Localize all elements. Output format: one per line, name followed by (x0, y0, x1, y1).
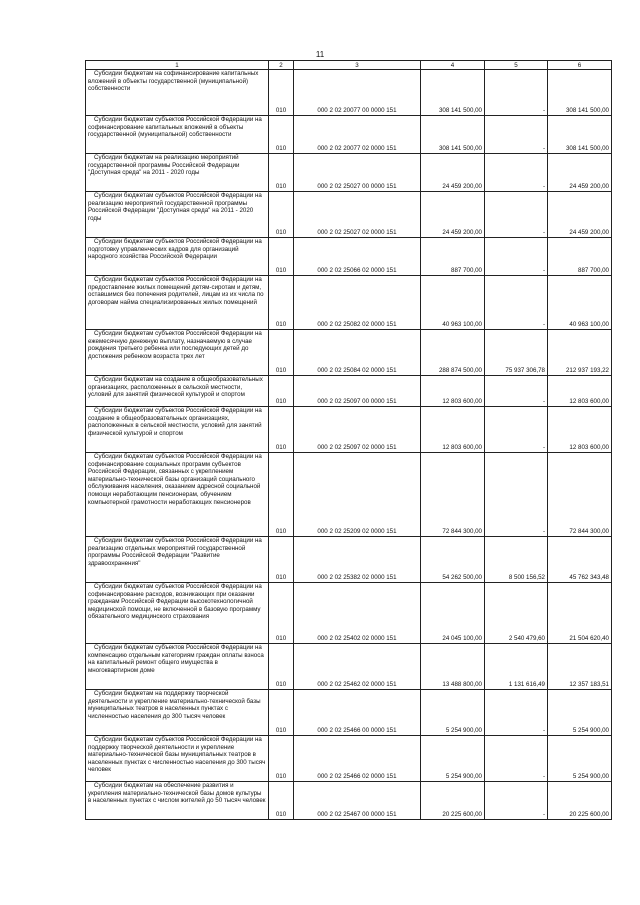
row-deviation-amount: - (485, 453, 548, 537)
table-row (86, 238, 612, 276)
row-deviation-amount: - (485, 376, 548, 407)
row-budget-classification-code: 000 2 02 25084 02 0000 151 (294, 330, 421, 376)
row-line-code: 010 (269, 154, 294, 192)
page-number: 11 (315, 50, 325, 59)
row-line-code: 010 (269, 690, 294, 736)
row-approved-amount: 24 459 200,00 (421, 192, 485, 238)
row-description: Субсидии бюджетам субъектов Российской Федерации на поддержку творческой деятельности и укрепление материально-технической базы муниципальных театров в населенных пунктах с численностью населения до 300 тысяч человек (86, 736, 269, 782)
row-deviation-amount: 1 131 616,49 (485, 644, 548, 690)
row-description: Субсидии бюджетам субъектов Российской Федерации на софинансирование капитальных вложений в объекты государственной (муниципальной) собственности (86, 116, 269, 154)
table-row (86, 192, 612, 238)
table-row (86, 116, 612, 154)
row-line-code: 010 (269, 583, 294, 644)
row-deviation-amount: - (485, 276, 548, 330)
row-budget-classification-code: 000 2 02 25027 00 0000 151 (294, 154, 421, 192)
row-budget-classification-code: 000 2 02 20077 02 0000 151 (294, 116, 421, 154)
row-budget-classification-code: 000 2 02 20077 00 0000 151 (294, 70, 421, 116)
table-row (86, 690, 612, 736)
row-budget-classification-code: 000 2 02 25466 00 0000 151 (294, 690, 421, 736)
row-line-code: 010 (269, 407, 294, 453)
column-header-3: 3 (294, 61, 421, 70)
row-budget-classification-code: 000 2 02 25066 02 0000 151 (294, 238, 421, 276)
row-deviation-amount: 2 540 479,60 (485, 583, 548, 644)
row-description: Субсидии бюджетам субъектов Российской Федерации на софинансирование расходов, возникающих при оказании гражданам Российской Федерации высокотехнологичной медицинской помощи, не включенной в базовую программу обязательного медицинского страхования (86, 583, 269, 644)
row-approved-amount: 5 254 900,00 (421, 736, 485, 782)
row-line-code: 010 (269, 70, 294, 116)
row-budget-classification-code: 000 2 02 25082 02 0000 151 (294, 276, 421, 330)
table-row (86, 376, 612, 407)
row-deviation-amount: - (485, 116, 548, 154)
row-description: Субсидии бюджетам на реализацию мероприятий государственной программы Российской Федерации "Доступная среда" на 2011 - 2020 годы (86, 154, 269, 192)
column-header-5: 5 (485, 61, 548, 70)
row-approved-amount: 308 141 500,00 (421, 70, 485, 116)
row-executed-amount: 12 803 600,00 (548, 407, 612, 453)
row-executed-amount: 45 762 343,48 (548, 537, 612, 583)
table-row (86, 453, 612, 537)
row-deviation-amount: - (485, 238, 548, 276)
row-description: Субсидии бюджетам субъектов Российской Федерации на компенсацию отдельным категориям граждан оплаты взноса на капитальный ремонт общего имущества в многоквартирном доме (86, 644, 269, 690)
row-executed-amount: 20 225 600,00 (548, 782, 612, 820)
row-executed-amount: 24 459 200,00 (548, 192, 612, 238)
table-header-row (86, 61, 612, 70)
row-line-code: 010 (269, 276, 294, 330)
row-line-code: 010 (269, 116, 294, 154)
row-deviation-amount: - (485, 736, 548, 782)
row-approved-amount: 308 141 500,00 (421, 116, 485, 154)
row-executed-amount: 308 141 500,00 (548, 70, 612, 116)
table-row (86, 782, 612, 820)
table-row (86, 583, 612, 644)
row-approved-amount: 5 254 900,00 (421, 690, 485, 736)
row-approved-amount: 20 225 600,00 (421, 782, 485, 820)
row-description: Субсидии бюджетам на создание в общеобразовательных организациях, расположенных в сельской местности, условий для занятий физической культурой и спортом (86, 376, 269, 407)
table-row (86, 70, 612, 116)
row-line-code: 010 (269, 736, 294, 782)
row-executed-amount: 308 141 500,00 (548, 116, 612, 154)
row-line-code: 010 (269, 644, 294, 690)
row-executed-amount: 887 700,00 (548, 238, 612, 276)
row-deviation-amount: - (485, 690, 548, 736)
row-budget-classification-code: 000 2 02 25466 02 0000 151 (294, 736, 421, 782)
row-line-code: 010 (269, 238, 294, 276)
row-budget-classification-code: 000 2 02 25382 02 0000 151 (294, 537, 421, 583)
row-description: Субсидии бюджетам субъектов Российской Федерации на предоставление жилых помещений детям-сиротам и детям, оставшимся без попечения родителей, лицам из их числа по договорам найма специализированных жилых помещений (86, 276, 269, 330)
row-deviation-amount: 75 937 306,78 (485, 330, 548, 376)
row-description: Субсидии бюджетам субъектов Российской Федерации на софинансирование социальных программ субъектов Российской Федерации, связанных с укреплением материально-технической базы организаций социального обслуживания населения, оказанием адресной социальной помощи неработающим пенсионерам, обучением компьютерной грамотности неработающих пенсионеров (86, 453, 269, 537)
row-budget-classification-code: 000 2 02 25027 02 0000 151 (294, 192, 421, 238)
row-budget-classification-code: 000 2 02 25402 02 0000 151 (294, 583, 421, 644)
row-budget-classification-code: 000 2 02 25097 02 0000 151 (294, 407, 421, 453)
table-row (86, 644, 612, 690)
row-executed-amount: 24 459 200,00 (548, 154, 612, 192)
column-header-2: 2 (269, 61, 294, 70)
table-row (86, 537, 612, 583)
row-approved-amount: 54 262 500,00 (421, 537, 485, 583)
row-budget-classification-code: 000 2 02 25097 00 0000 151 (294, 376, 421, 407)
row-line-code: 010 (269, 192, 294, 238)
row-approved-amount: 288 874 500,00 (421, 330, 485, 376)
row-approved-amount: 40 963 100,00 (421, 276, 485, 330)
budget-table (85, 60, 612, 820)
row-description: Субсидии бюджетам субъектов Российской Федерации на ежемесячную денежную выплату, назначаемую в случае рождения третьего ребенка или последующих детей до достижения ребенком возраста трех лет (86, 330, 269, 376)
row-line-code: 010 (269, 537, 294, 583)
row-description: Субсидии бюджетам на софинансирование капитальных вложений в объекты государственной (муниципальной) собственности (86, 70, 269, 116)
row-line-code: 010 (269, 330, 294, 376)
row-budget-classification-code: 000 2 02 25467 00 0000 151 (294, 782, 421, 820)
row-deviation-amount: - (485, 782, 548, 820)
table-row (86, 407, 612, 453)
row-approved-amount: 12 803 600,00 (421, 407, 485, 453)
column-header-4: 4 (421, 61, 485, 70)
row-approved-amount: 12 803 600,00 (421, 376, 485, 407)
row-description: Субсидии бюджетам на обеспечение развития и укрепления материально-технической базы домов культуры в населенных пунктах с числом жителей до 50 тысяч человек (86, 782, 269, 820)
column-header-6: 6 (548, 61, 612, 70)
row-line-code: 010 (269, 376, 294, 407)
row-approved-amount: 887 700,00 (421, 238, 485, 276)
table-row (86, 330, 612, 376)
row-description: Субсидии бюджетам субъектов Российской Федерации на создание в общеобразовательных организациях, расположенных в сельской местности, условий для занятий физической культурой и спортом (86, 407, 269, 453)
row-deviation-amount: - (485, 70, 548, 116)
table-row (86, 154, 612, 192)
row-description: Субсидии бюджетам субъектов Российской Федерации на подготовку управленческих кадров для организаций народного хозяйства Российской Федерации (86, 238, 269, 276)
row-approved-amount: 24 045 100,00 (421, 583, 485, 644)
row-executed-amount: 5 254 900,00 (548, 690, 612, 736)
row-budget-classification-code: 000 2 02 25462 02 0000 151 (294, 644, 421, 690)
row-executed-amount: 12 803 600,00 (548, 376, 612, 407)
row-executed-amount: 21 504 620,40 (548, 583, 612, 644)
row-approved-amount: 72 844 300,00 (421, 453, 485, 537)
row-approved-amount: 13 488 800,00 (421, 644, 485, 690)
row-line-code: 010 (269, 453, 294, 537)
row-description: Субсидии бюджетам субъектов Российской Федерации на реализацию мероприятий государственной программы Российской Федерации "Доступная среда" на 2011 - 2020 годы (86, 192, 269, 238)
column-header-1: 1 (86, 61, 269, 70)
row-deviation-amount: 8 500 156,52 (485, 537, 548, 583)
row-budget-classification-code: 000 2 02 25209 02 0000 151 (294, 453, 421, 537)
row-deviation-amount: - (485, 407, 548, 453)
row-approved-amount: 24 459 200,00 (421, 154, 485, 192)
row-executed-amount: 72 844 300,00 (548, 453, 612, 537)
row-executed-amount: 5 254 900,00 (548, 736, 612, 782)
row-executed-amount: 12 357 183,51 (548, 644, 612, 690)
table-row (86, 736, 612, 782)
row-description: Субсидии бюджетам на поддержку творческой деятельности и укрепление материально-технической базы муниципальных театров в населенных пунктах с численностью населения до 300 тысяч человек (86, 690, 269, 736)
row-description: Субсидии бюджетам субъектов Российской Федерации на реализацию отдельных мероприятий государственной программы Российской Федерации "Развитие здравоохранения" (86, 537, 269, 583)
table-row (86, 276, 612, 330)
row-deviation-amount: - (485, 192, 548, 238)
row-executed-amount: 212 937 193,22 (548, 330, 612, 376)
row-executed-amount: 40 963 100,00 (548, 276, 612, 330)
row-deviation-amount: - (485, 154, 548, 192)
row-line-code: 010 (269, 782, 294, 820)
